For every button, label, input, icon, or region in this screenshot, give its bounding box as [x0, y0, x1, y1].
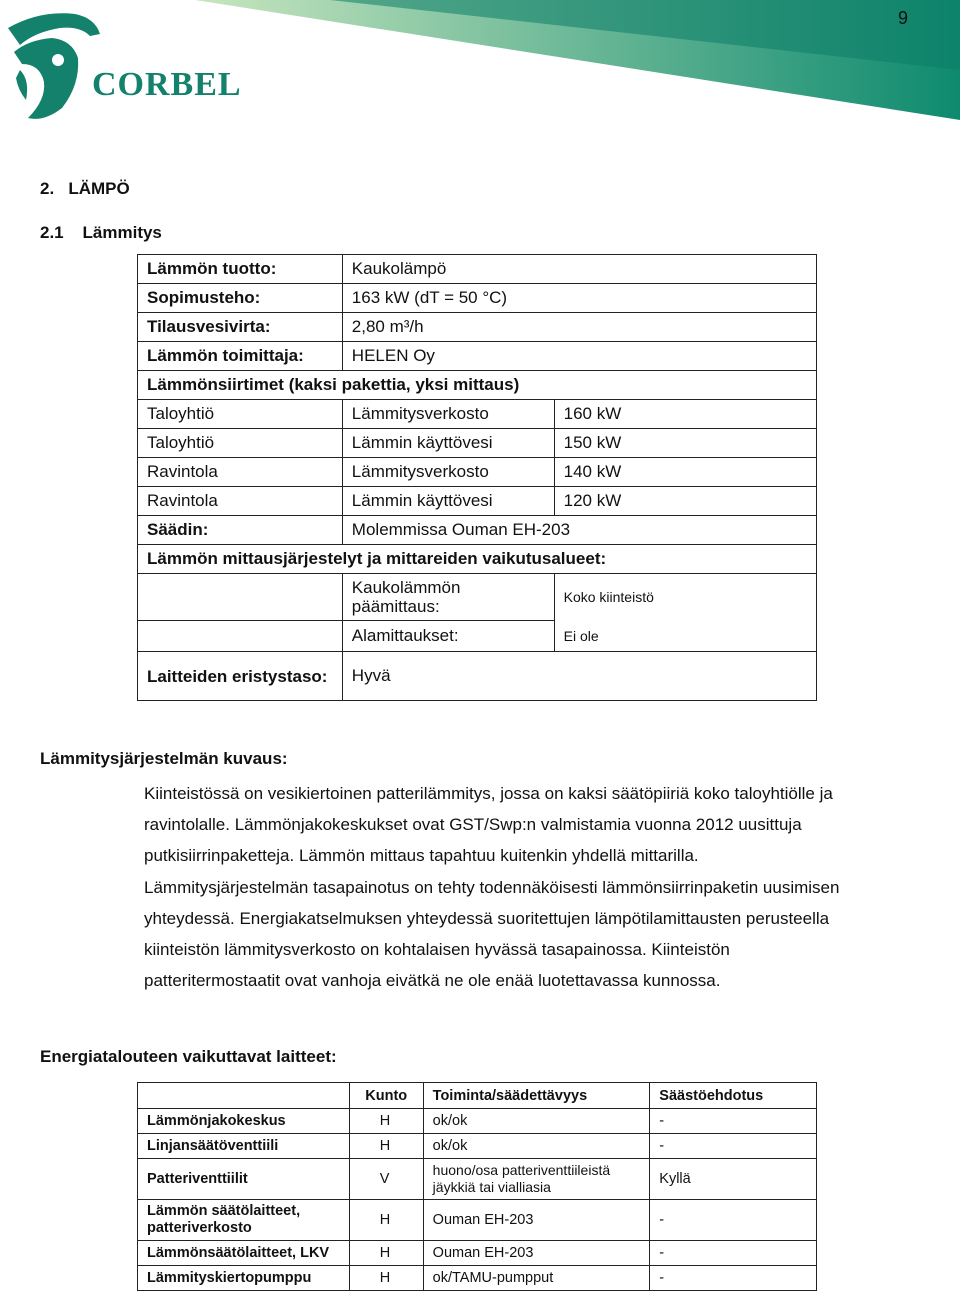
- description-line: kiinteistön lämmitysverkosto on kohtalaisen hyvässä tasapainossa. Kiinteistön: [144, 940, 730, 960]
- subsection-heading: 2.1 Lämmitys: [40, 223, 162, 242]
- device-function: ok/TAMU-pumpput: [423, 1266, 650, 1291]
- supplier-label: Lämmön toimittaja:: [138, 342, 343, 371]
- corbel-logo-icon: [8, 13, 100, 119]
- table-row: [138, 621, 817, 652]
- supplier-value: HELEN Oy: [342, 342, 816, 371]
- exchangers-heading: Lämmönsiirtimet (kaksi pakettia, yksi mittaus): [138, 371, 817, 400]
- exchanger-owner: Ravintola: [138, 487, 343, 516]
- device-condition: H: [349, 1266, 423, 1291]
- device-function: ok/ok: [423, 1109, 650, 1134]
- description-text: [144, 778, 904, 996]
- table-row: [138, 574, 817, 621]
- exchanger-owner: Ravintola: [138, 458, 343, 487]
- exchanger-owner: Taloyhtiö: [138, 429, 343, 458]
- device-saving: -: [650, 1134, 817, 1159]
- device-condition: V: [349, 1159, 423, 1200]
- device-saving: -: [650, 1241, 817, 1266]
- contract-value: 163 kW (dT = 50 °C): [342, 284, 816, 313]
- table-row: [138, 1200, 817, 1241]
- equipment-table: [137, 1082, 817, 1291]
- description-line: yhteydessä. Energiakatselmuksen yhteydessä suoritettujen lämpötilamittausten perusteella: [144, 908, 830, 928]
- insulation-label: Laitteiden eristystaso:: [138, 652, 343, 701]
- insulation-value: Hyvä: [342, 652, 816, 701]
- device-function: Ouman EH-203: [423, 1200, 650, 1241]
- device-saving: -: [650, 1109, 817, 1134]
- main-meter-value: Koko kiinteistö: [554, 574, 816, 621]
- table-row: [138, 1241, 817, 1266]
- exchanger-circuit: Lämmin käyttövesi: [342, 487, 554, 516]
- flow-label: Tilausvesivirta:: [138, 313, 343, 342]
- device-name: Lämmönsäätölaitteet, LKV: [138, 1241, 350, 1266]
- description-line: Kiinteistössä on vesikiertoinen patterilämmitys, jossa on kaksi säätöpiiriä koko taloyhtiölle ja: [144, 784, 833, 803]
- source-value: Kaukolämpö: [342, 255, 816, 284]
- description-line: Lämmitysjärjestelmän tasapainotus on tehty todennäköisesti lämmönsiirrinpaketin uusimisen: [144, 877, 840, 897]
- device-condition: H: [349, 1109, 423, 1134]
- table-row: [138, 652, 817, 701]
- exchanger-circuit: Lämmitysverkosto: [342, 458, 554, 487]
- table-row: [138, 545, 817, 574]
- table-row: [138, 458, 817, 487]
- header-saving: Säästöehdotus: [650, 1083, 817, 1109]
- empty-cell: [138, 574, 343, 621]
- header-empty: [138, 1083, 350, 1109]
- equipment-heading: Energiatalouteen vaikuttavat laitteet:: [40, 1047, 337, 1066]
- main-meter-label: Kaukolämmön päämittaus:: [342, 574, 554, 621]
- source-label: Lämmön tuotto:: [138, 255, 343, 284]
- metering-heading: Lämmön mittausjärjestelyt ja mittareiden vaikutusalueet:: [138, 545, 817, 574]
- device-name: Lämmönjakokeskus: [138, 1109, 350, 1134]
- controller-value: Molemmissa Ouman EH-203: [342, 516, 816, 545]
- empty-cell: [138, 621, 343, 652]
- device-condition: H: [349, 1134, 423, 1159]
- device-saving: -: [650, 1200, 817, 1241]
- page-number: 9: [898, 8, 909, 28]
- device-name: Linjansäätöventtiili: [138, 1134, 350, 1159]
- table-row: [138, 1134, 817, 1159]
- exchanger-power: 140 kW: [554, 458, 816, 487]
- exchanger-power: 120 kW: [554, 487, 816, 516]
- table-row: [138, 429, 817, 458]
- table-row: [138, 255, 817, 284]
- section-heading: 2. LÄMPÖ: [40, 179, 130, 198]
- table-row: [138, 1109, 817, 1134]
- table-header-row: [138, 1083, 817, 1109]
- device-function: ok/ok: [423, 1134, 650, 1159]
- device-saving: Kyllä: [650, 1159, 817, 1200]
- exchanger-owner: Taloyhtiö: [138, 400, 343, 429]
- table-row: [138, 1266, 817, 1291]
- device-name: Patteriventtiilit: [138, 1159, 350, 1200]
- device-condition: H: [349, 1241, 423, 1266]
- controller-label: Säädin:: [138, 516, 343, 545]
- device-name: Lämmön säätölaitteet, patteriverkosto: [138, 1200, 350, 1241]
- table-row: [138, 400, 817, 429]
- header-function: Toiminta/säädettävyys: [423, 1083, 650, 1109]
- exchanger-power: 160 kW: [554, 400, 816, 429]
- sub-meter-value: Ei ole: [554, 621, 816, 652]
- description-line: patteritermostaatit ovat vanhoja eivätkä ne ole enää luotettavassa kunnossa.: [144, 971, 721, 991]
- corbel-logo-text: CORBEL: [92, 66, 242, 103]
- table-row: [138, 371, 817, 400]
- exchanger-circuit: Lämmitysverkosto: [342, 400, 554, 429]
- exchanger-power: 150 kW: [554, 429, 816, 458]
- sub-meter-label: Alamittaukset:: [342, 621, 554, 652]
- description-line: putkisiirrinpaketteja. Lämmön mittaus tapahtuu kuitenkin yhdellä mittarilla.: [144, 846, 699, 866]
- header-condition: Kunto: [349, 1083, 423, 1109]
- contract-label: Sopimusteho:: [138, 284, 343, 313]
- description-heading: Lämmitysjärjestelmän kuvaus:: [40, 749, 288, 768]
- heating-info-table: [137, 254, 817, 701]
- device-condition: H: [349, 1200, 423, 1241]
- table-row: [138, 342, 817, 371]
- table-row: [138, 313, 817, 342]
- flow-value: 2,80 m³/h: [342, 313, 816, 342]
- description-line: ravintolalle. Lämmönjakokeskukset ovat GST/Swp:n valmistamia vuonna 2012 uusittuja: [144, 815, 802, 835]
- table-row: [138, 284, 817, 313]
- device-name: Lämmityskiertopumppu: [138, 1266, 350, 1291]
- device-function: Ouman EH-203: [423, 1241, 650, 1266]
- table-row: [138, 1159, 817, 1200]
- header-banner: [0, 0, 960, 125]
- table-row: [138, 516, 817, 545]
- device-function: huono/osa patteriventtiileistä jäykkiä tai vialliasia: [423, 1159, 650, 1200]
- exchanger-circuit: Lämmin käyttövesi: [342, 429, 554, 458]
- table-row: [138, 487, 817, 516]
- device-saving: -: [650, 1266, 817, 1291]
